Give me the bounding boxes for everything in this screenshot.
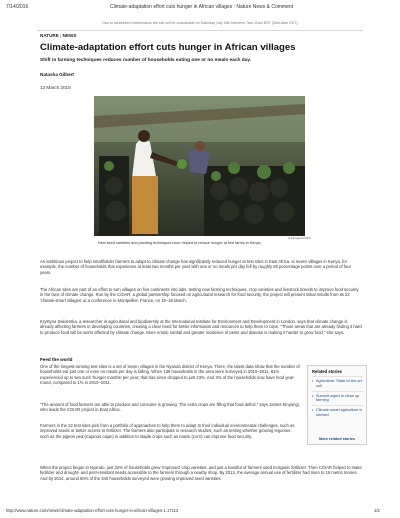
image-caption: New seed varieties and planting techniques have helped to reduce hunger at test farms in Kenya. [98,241,262,245]
article-paragraph: Farmers in the 22 test sites pick from a portfolio of approaches to help them to adapt to their individual environmental challenges, such as improved seeds or better access to fertilizer. The farmers also participate in research studies, such as testing whether growing legumes such as the pigeon pea (Cajanus cajan) in addition to staple crops such as maize (corn) can improve food security. [40,423,295,439]
article-paragraph: An ambitious project to help smallholder farmers to adapt to climate change has significantly reduced hunger at test sites in East Africa. In seven villages in Kenya, for example, the number of households that experience at least two months per year with one or no meals per day fell by roughly 80 percentage points over a period of four years. [40,259,351,275]
breadcrumb-separator: | [60,33,62,38]
breadcrumb-section[interactable]: NATURE [40,33,59,38]
related-story-link[interactable]: • Climate-smart agriculture is needed [312,405,363,420]
article-paragraph: "The amount of food farmers are able to produce and consume is growing. The extra crops are filling that food deficit," says James Kinyangi, who leads the CGIAR project in East Africa. [40,402,300,413]
breadcrumb [40,33,76,38]
related-story-link[interactable]: • Summit urged to clean up farming [312,391,363,406]
section-heading: Feed the world [40,357,73,362]
related-stories-box [307,365,367,445]
related-stories-heading: Related stories [312,369,343,374]
maintenance-banner: Due to scheduled maintenance the site will be unavailable on Saturday July 16th between 7am-11am BST (2am-6am EDT) [102,21,298,25]
more-related-stories-link[interactable]: More related stories [318,437,356,441]
article-paragraph: When the project began in Nyando, just 32% of households grew 'improved' crop varieties, and just a handful of farmers used inorganic fertilizer. Then CGIAR helped to make fertilizer and drought- and pest-resistant seeds accessible to the farmers through a nearby shop. By 2013, the average annual use of fertilizer had risen to 16 metric tonnes. And by 2014, around 60% of the 340 households surveyed were growing improved seed varieties. [40,465,362,481]
print-page-number: 1/2 [374,508,380,513]
article-title: Climate-adaptation effort cuts hunger in African villages [40,42,296,53]
article-paragraph: The African sites are part of an effort to turn villages on five continents into labs, testing new farming techniques, crop varieties and livestock breeds to improve food security in the face of climate change. Run by the CGIAR, a global partnership focused on agricultural research for food security, the project will present initial results from its 22 'climate-smart villages' at a conference in Montpellier, France, on 16–18 March. [40,287,359,303]
breadcrumb-subsection[interactable]: NEWS [62,33,77,38]
print-page-title: Climate-adaptation effort cuts hunger in African villages : Nature News & Comment [110,4,294,10]
article-photo [94,96,305,236]
article-author[interactable]: Natasha Gilbert [40,72,74,77]
header-divider [37,30,363,31]
print-date: 7/14/2016 [6,4,29,10]
related-story-link[interactable]: • Agriculture: State-of-the-art soil [312,376,363,391]
print-url: http://www.nature.com/news/climate-adaptation-effort-cuts-hunger-in-african-villages-1.17112 [6,508,179,513]
article-date: 13 March 2015 [40,85,71,90]
article-standfirst: Shift in farming techniques reduces number of households eating one or no meals each day. [40,58,252,63]
image-credit: IL Kintugo/CCAFS [288,236,311,240]
article-paragraph: Krystyna Swiderska, a researcher in agricultural and biodiversity at the International Institute for Environment and Development in London, says that climate change is already affecting farmers in developing countries, creating a clear need for better information and resources to help them to cope. "Those areas that are already finding it hard to produce food will be worst affected by climate change. More erratic rainfall and greater incidence of pests and disease is making it harder to grow food," she says. [40,319,362,335]
article-paragraph: One of the longest-running test sites is a set of seven villages in the Nyando district of Kenya. There, the latest data show that the number of households eat just one or even no meals per day is falling. When 139 households in the area were surveyed in 2010–2011, 81% experienced up to two such 'hunger months' per year; that has since dropped to just 23%. And 3% of the households now have food year-round, compared to 1% in 2010–2011. [40,364,300,386]
related-stories-list [308,376,366,420]
